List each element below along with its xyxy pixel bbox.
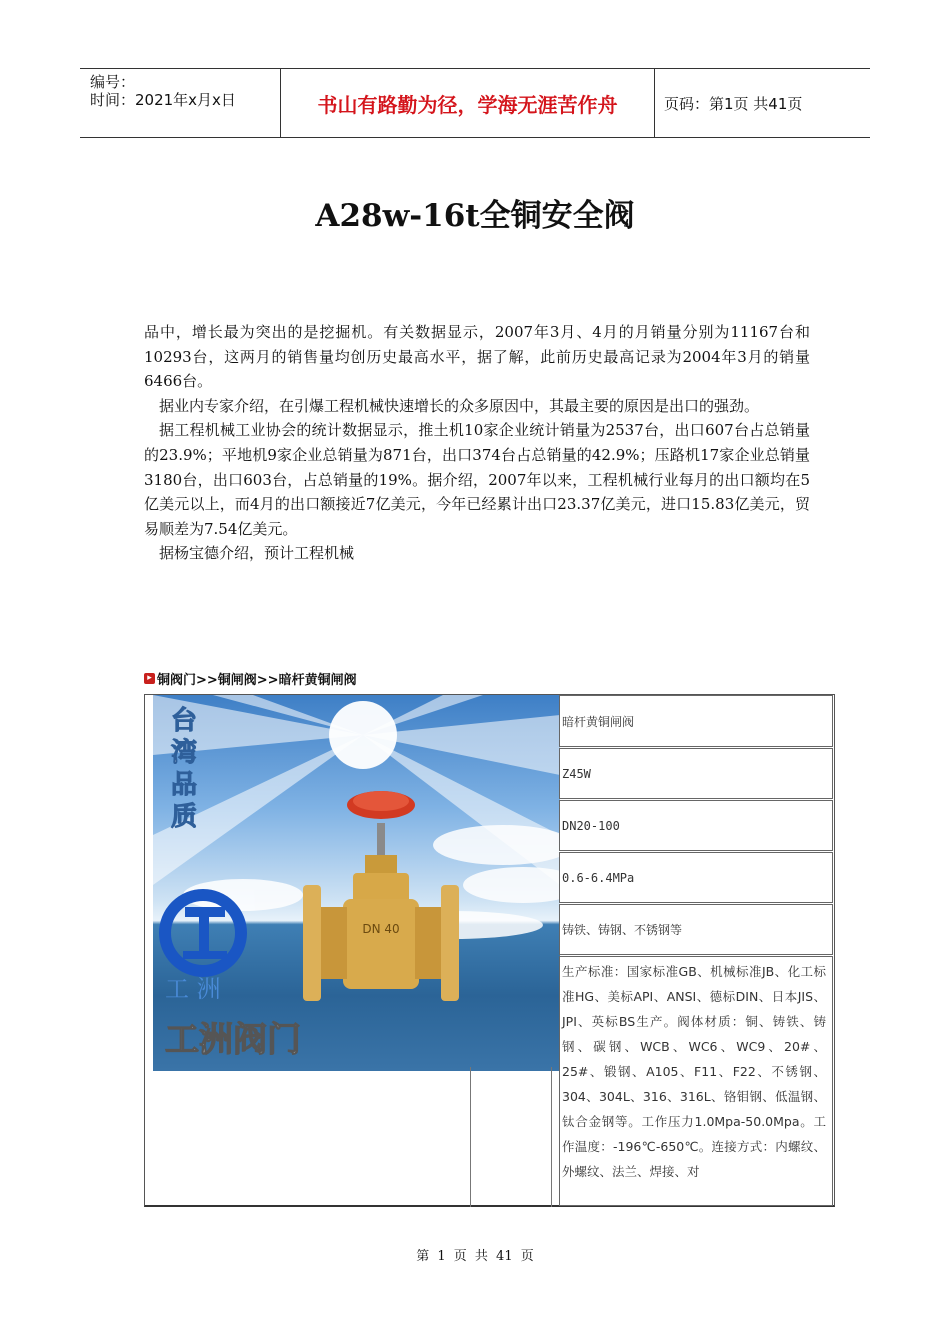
spec-pressure: 0.6-6.4MPa [559, 852, 833, 903]
spec-size: DN20-100 [559, 800, 833, 851]
valve-illustration [153, 695, 560, 1071]
spec-material: 铸铁、铸钢、不锈钢等 [559, 904, 833, 955]
page-footer: 第 1 页 共 41 页 [416, 1249, 534, 1264]
header-table [80, 68, 870, 138]
time-label: 时间：2021年x月x日 [90, 91, 236, 109]
paragraph: 据杨宝德介绍，预计工程机械 [159, 544, 355, 563]
product-image [153, 695, 560, 1071]
valve [303, 791, 459, 1001]
motto: 书山有路勤为径，学海无涯苦作舟 [281, 69, 655, 137]
header-meta [80, 69, 281, 137]
spec-name: 暗杆黄铜闸阀 [559, 695, 833, 747]
sun [329, 701, 397, 769]
product-table [144, 694, 835, 1207]
divider [470, 1067, 471, 1207]
breadcrumb-text[interactable]: 铜阀门>>铜闸阀>>暗杆黄铜闸阀 [157, 673, 357, 688]
number-label: 编号： [90, 73, 136, 91]
paragraph: 据业内专家介绍，在引爆工程机械快速增长的众多原因中，其最主要的原因是出口的强劲。 [159, 396, 760, 415]
spec-model: Z45W [559, 748, 833, 799]
brand-vertical: 台 湾 品 质 [171, 706, 198, 832]
article-body [144, 320, 810, 566]
arrow-icon: ▸ [144, 673, 155, 684]
brand-bottom: 工洲阀门 [165, 1020, 301, 1060]
logo-sub: 工 洲 [165, 975, 221, 1003]
paragraph: 据工程机械工业协会的统计数据显示，推土机10家企业统计销量为2537台，出口607台占总销量的23.9%；平地机9家企业总销量为871台，出口374台占总销量的42.9%；压路机17家企业总销量3180台，出口603台，占总销量的19%。据介绍，2007年以来，工程机械行业每月的出口额均在5亿美元以上，而4月的出口额接近7亿美元，今年已经累计出口23.37亿美元，进口15.83亿美元，贸易顺差为7.54亿美元。 [144, 421, 810, 538]
page-info: 页码：第1页 共41页 [664, 94, 803, 113]
divider [551, 1067, 552, 1207]
breadcrumb[interactable] [144, 669, 357, 688]
spec-description: 生产标准：国家标准GB、机械标准JB、化工标准HG、美标API、ANSI、德标DIN、日本JIS、JPI、英标BS生产。阀体材质：铜、铸铁、铸钢、碳钢、WCB、WC6、WC9、20#、25#、锻钢、A105、F11、F22、不锈钢、304、304L、316、316L、铬钼钢、低温钢、钛合金钢等。工作压力1.0Mpa-50.0Mpa。工作温度：-196℃-650℃。连接方式：内螺纹、外螺纹、法兰、焊接、对 [559, 956, 833, 1206]
paragraph: 品中，增长最为突出的是挖掘机。有关数据显示，2007年3月、4月的月销量分别为11167台和10293台，这两月的销售量均创历史最高水平，据了解，此前历史最高记录为2004年3月的销量6466台。 [144, 323, 810, 391]
valve-mark: DN 40 [362, 922, 400, 936]
page-title: A28w-16t全铜安全阀 [315, 198, 635, 234]
